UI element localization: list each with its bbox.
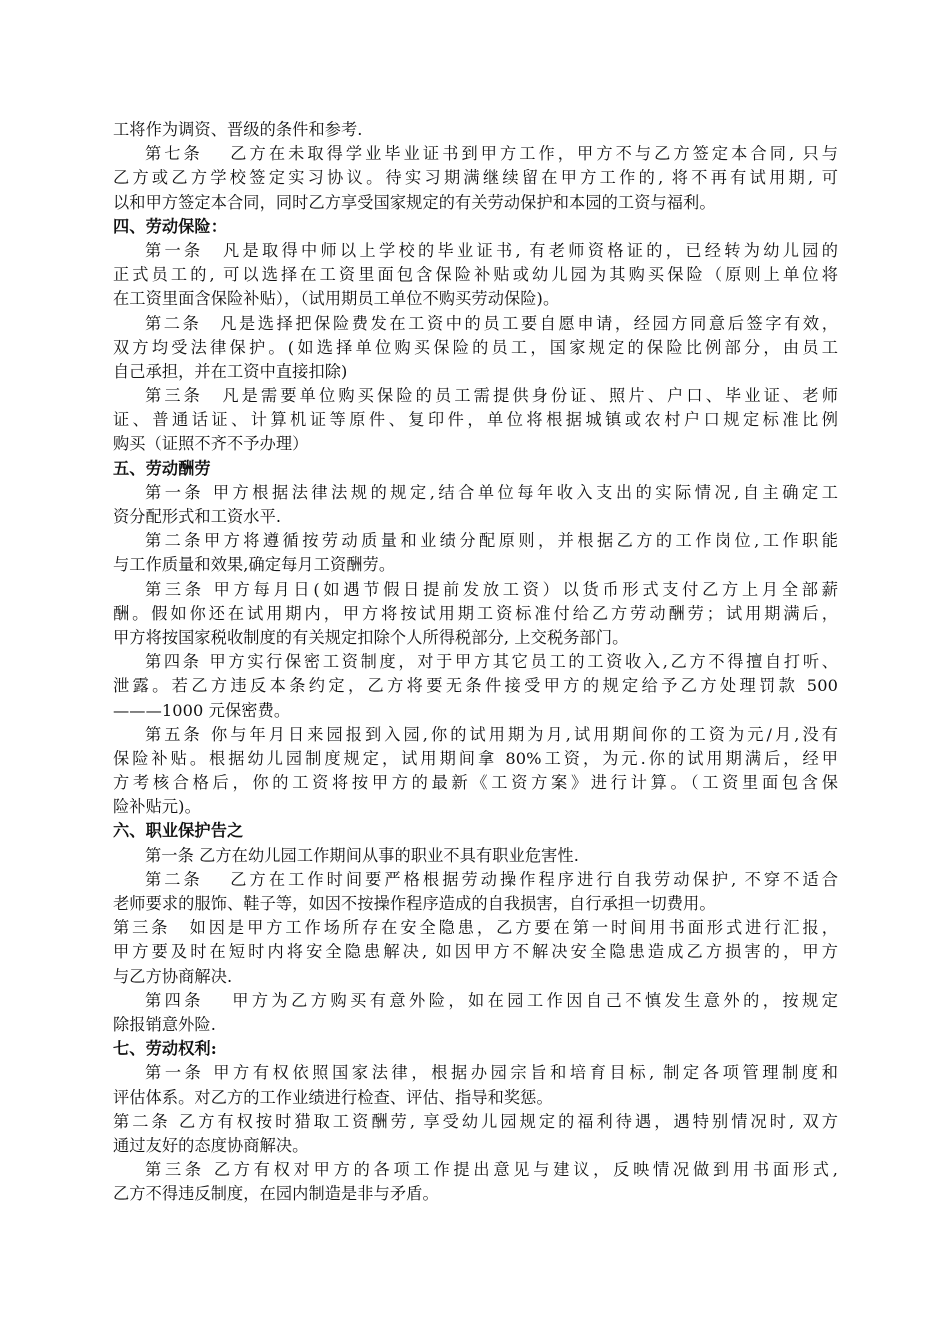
paragraph-line: 第二条 凡是选择把保险费发在工资中的员工要自愿申请，经园方同意后签字有效， bbox=[145, 313, 838, 333]
paragraph-line: 泄露。若乙方违反本条约定，乙方将要无条件接受甲方的规定给予乙方处理罚款 500 bbox=[113, 676, 838, 696]
paragraph-line: 评估体系。对乙方的工作业绩进行检查、评估、指导和奖惩。 bbox=[113, 1087, 553, 1107]
paragraph-line: 第二条 乙方在工作时间要严格根据劳动操作程序进行自我劳动保护, 不穿不适合 bbox=[145, 869, 838, 889]
paragraph-line: 资分配形式和工资水平. bbox=[113, 507, 282, 526]
paragraph-line: 双方均受法律保护。(如选择单位购买保险的员工，国家规定的保险比例部分，由员工 bbox=[113, 337, 838, 357]
paragraph-line: 在工资里面含保险补贴），（试用期员工单位不购买劳动保险)。 bbox=[113, 289, 560, 309]
paragraph-line: 自己承担，并在工资中直接扣除) bbox=[113, 361, 348, 381]
paragraph-line: 第二条甲方将遵循按劳动质量和业绩分配原则，并根据乙方的工作岗位,工作职能 bbox=[145, 531, 838, 551]
paragraph-line: 甲方将按国家税收制度的有关规定扣除个人所得税部分, 上交税务部门。 bbox=[113, 627, 629, 647]
paragraph-line: 甲方要及时在短时内将安全隐患解决, 如因甲方不解决安全隐患造成乙方损害的，甲方 bbox=[113, 942, 838, 962]
paragraph-line: 第二条 乙方有权按时猎取工资酬劳, 享受幼儿园规定的福利待遇，遇特别情况时, 双方 bbox=[113, 1111, 838, 1131]
paragraph-line: 乙方或乙方学校签定实习协议。待实习期满继续留在甲方工作的, 将不再有试用期, 可 bbox=[113, 168, 838, 188]
paragraph-line: 购买（证照不齐不予办理） bbox=[113, 434, 309, 454]
paragraph-line: 保险补贴。根据幼儿园制度规定，试用期间拿 80%工资，为元.你的试用期满后，经甲 bbox=[113, 748, 838, 768]
paragraph-line: 老师要求的服饰、鞋子等，如因不按操作程序造成的自我损害，自行承担一切费用。 bbox=[113, 894, 716, 913]
paragraph-line: 通过友好的态度协商解决。 bbox=[113, 1135, 309, 1155]
paragraph-line: 酬。假如你还在试用期内，甲方将按试用期工资标准付给乙方劳动酬劳；试用期满后， bbox=[113, 603, 838, 623]
section-heading: 四、劳动保险： bbox=[113, 216, 228, 236]
document-page bbox=[113, 118, 838, 1206]
paragraph-line: 第一条 乙方在幼儿园工作期间从事的职业不具有职业危害性. bbox=[145, 845, 579, 865]
paragraph-line: 第四条 甲方实行保密工资制度，对于甲方其它员工的工资收入,乙方不得擅自打听、 bbox=[145, 652, 838, 672]
paragraph-line: 第一条 甲方根据法律法规的规定,结合单位每年收入支出的实际情况,自主确定工 bbox=[145, 482, 838, 502]
paragraph-line: 第七条 乙方在未取得学业毕业证书到甲方工作，甲方不与乙方签定本合同, 只与 bbox=[145, 144, 838, 164]
paragraph-line: 证、普通话证、计算机证等原件、复印件，单位将根据城镇或农村户口规定标准比例 bbox=[113, 410, 838, 430]
paragraph-line: 以和甲方签定本合同，同时乙方享受国家规定的有关劳动保护和本园的工资与福利。 bbox=[113, 192, 716, 212]
paragraph-line: 工将作为调资、晋级的条件和参考. bbox=[113, 120, 363, 139]
paragraph-line: 方考核合格后，你的工资将按甲方的最新《工资方案》进行计算。（工资里面包含保 bbox=[113, 773, 838, 793]
section-heading: 七、劳动权利: bbox=[113, 1039, 217, 1059]
paragraph-line: 第一条 凡是取得中师以上学校的毕业证书, 有老师资格证的，已经转为幼儿园的 bbox=[145, 240, 838, 260]
paragraph-line: 第三条 甲方每月日(如遇节假日提前发放工资）以货币形式支付乙方上月全部薪 bbox=[145, 579, 838, 599]
paragraph-line: ———1000 元保密费。 bbox=[113, 700, 291, 720]
paragraph-line: 第一条 甲方有权依照国家法律，根据办园宗旨和培育目标, 制定各项管理制度和 bbox=[145, 1063, 838, 1083]
paragraph-line: 正式员工的, 可以选择在工资里面包含保险补贴或幼儿园为其购买保险（原则上单位将 bbox=[113, 265, 838, 285]
paragraph-line: 第五条 你与年月日来园报到入园,你的试用期为月,试用期间你的工资为元/月,没有 bbox=[145, 724, 838, 744]
section-heading: 五、劳动酬劳 bbox=[113, 458, 211, 478]
paragraph-line: 第三条 如因是甲方工作场所存在安全隐患，乙方要在第一时间用书面形式进行汇报， bbox=[113, 918, 838, 938]
paragraph-line: 与乙方协商解决. bbox=[113, 966, 233, 986]
paragraph-line: 除报销意外险. bbox=[113, 1014, 216, 1034]
paragraph-line: 与工作质量和效果,确定每月工资酬劳。 bbox=[113, 555, 396, 575]
paragraph-line: 第四条 甲方为乙方购买有意外险，如在园工作因自己不慎发生意外的，按规定 bbox=[145, 990, 838, 1010]
paragraph-line: 险补贴元)。 bbox=[113, 797, 201, 817]
paragraph-line: 第三条 乙方有权对甲方的各项工作提出意见与建议，反映情况做到用书面形式, bbox=[145, 1160, 838, 1180]
paragraph-line: 第三条 凡是需要单位购买保险的员工需提供身份证、照片、户口、毕业证、老师 bbox=[145, 386, 838, 406]
section-heading: 六、职业保护告之 bbox=[113, 821, 244, 841]
paragraph-line: 乙方不得违反制度，在园内制造是非与矛盾。 bbox=[113, 1184, 439, 1204]
